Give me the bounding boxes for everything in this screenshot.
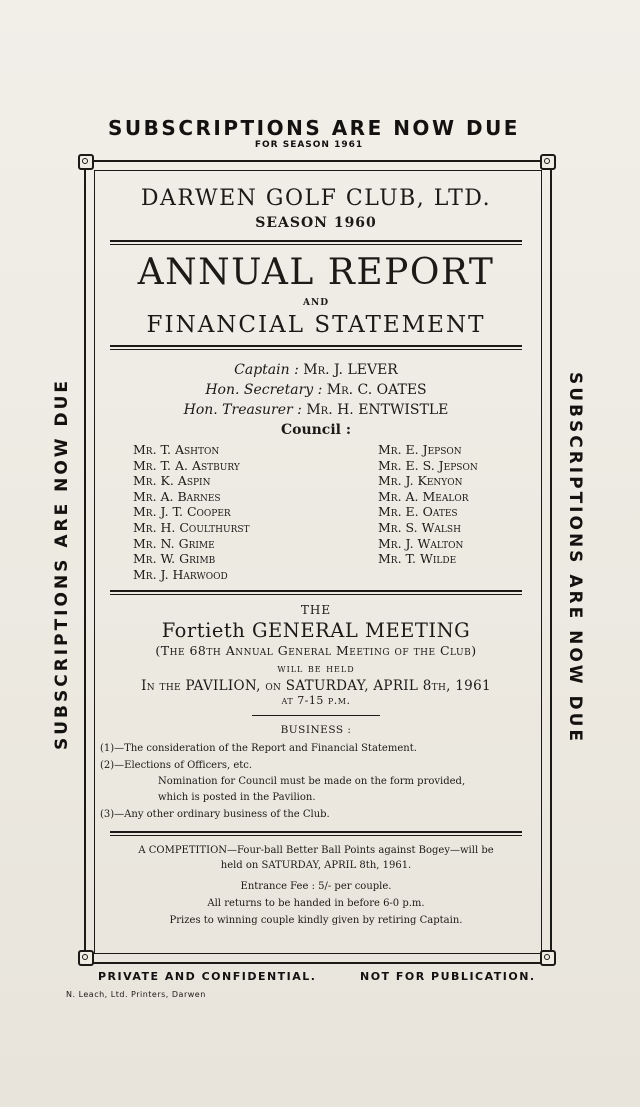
printer-credit: N. Leach, Ltd. Printers, Darwen bbox=[66, 990, 206, 999]
side-banner-left: SUBSCRIPTIONS ARE NOW DUE bbox=[52, 377, 72, 751]
officer-row bbox=[100, 360, 532, 380]
corner-ornament-icon bbox=[540, 950, 556, 966]
council-member: Mr. T. Wilde bbox=[378, 551, 457, 567]
officer-name: Mr. C. OATES bbox=[326, 382, 427, 398]
officer-row bbox=[100, 380, 532, 400]
competition-line: held on SATURDAY, APRIL 8th, 1961. bbox=[220, 859, 412, 871]
meeting-held: will be held bbox=[277, 662, 355, 676]
officer-title: Captain : bbox=[234, 362, 299, 378]
divider bbox=[110, 345, 522, 350]
council-member: Mr. J. T. Cooper bbox=[133, 504, 231, 520]
club-name: DARWEN GOLF CLUB, LTD. bbox=[140, 186, 492, 211]
page-title: ANNUAL REPORT bbox=[137, 252, 495, 293]
council-member: Mr. E. Jepson bbox=[378, 442, 462, 457]
council-member: Mr. J. Walton bbox=[378, 535, 464, 551]
council-member: Mr. W. Grimb bbox=[133, 551, 216, 567]
season-label: SEASON 1960 bbox=[255, 215, 377, 231]
business-heading: BUSINESS : bbox=[280, 724, 352, 737]
corner-ornament-icon bbox=[540, 154, 556, 170]
council-member: Mr. S. Walsh bbox=[378, 519, 461, 535]
council-member: Mr. J. Kenyon bbox=[378, 473, 463, 489]
corner-ornament-icon bbox=[78, 950, 94, 966]
competition-line: A COMPETITION—Four-ball Better Ball Points against Bogey—will be bbox=[138, 845, 494, 857]
council-member: Mr. E. Oates bbox=[378, 504, 458, 520]
footer-not-for-publication: NOT FOR PUBLICATION. bbox=[360, 970, 536, 983]
council-member: Mr. A. Barnes bbox=[133, 488, 221, 504]
council-member: Mr. K. Aspin bbox=[133, 473, 211, 489]
meeting-time: at 7-15 p.m. bbox=[281, 694, 351, 708]
business-list bbox=[100, 740, 532, 823]
council-column-left bbox=[133, 442, 378, 582]
business-item: (3)—Any other ordinary business of the Club. bbox=[100, 809, 330, 821]
divider bbox=[110, 831, 522, 836]
meeting-venue: In the PAVILION, on SATURDAY, APRIL 8th, 1961 bbox=[141, 678, 491, 695]
top-banner-season: FOR SEASON 1961 bbox=[254, 140, 364, 150]
meeting-subtitle: (The 68th Annual General Meeting of the Club) bbox=[155, 643, 477, 659]
corner-ornament-icon bbox=[78, 154, 94, 170]
and-label: AND bbox=[302, 298, 329, 308]
meeting-the: THE bbox=[300, 603, 332, 618]
returns-note: All returns to be handed in before 6-0 p.m. bbox=[207, 898, 425, 910]
short-divider bbox=[252, 715, 380, 716]
prizes-note: Prizes to winning couple kindly given by retiring Captain. bbox=[169, 915, 463, 927]
council-member: Mr. H. Coulthurst bbox=[133, 519, 250, 535]
officers-list bbox=[100, 360, 532, 420]
council-member: Mr. N. Grime bbox=[133, 535, 215, 551]
council-member: Mr. E. S. Jepson bbox=[378, 457, 478, 473]
divider bbox=[110, 590, 522, 595]
officer-title: Hon. Treasurer : bbox=[183, 402, 302, 418]
top-banner: SUBSCRIPTIONS ARE NOW DUE bbox=[108, 116, 520, 140]
competition-notice bbox=[100, 844, 532, 873]
officer-title: Hon. Secretary : bbox=[205, 382, 323, 398]
page-subtitle: FINANCIAL STATEMENT bbox=[146, 312, 486, 338]
side-banner-right: SUBSCRIPTIONS ARE NOW DUE bbox=[565, 371, 585, 745]
officer-name: Mr. H. ENTWISTLE bbox=[306, 402, 449, 418]
meeting-title: Fortieth GENERAL MEETING bbox=[161, 619, 471, 643]
competition-details bbox=[100, 878, 532, 929]
business-item: (2)—Elections of Officers, etc. bbox=[100, 760, 253, 772]
council-column-right bbox=[378, 442, 478, 582]
officer-row bbox=[100, 400, 532, 420]
officer-name: Mr. J. LEVER bbox=[303, 362, 398, 378]
council-member: Mr. T. A. Astbury bbox=[133, 457, 240, 473]
council-heading: Council : bbox=[280, 422, 352, 438]
council-members bbox=[100, 442, 532, 582]
council-member: Mr. A. Mealor bbox=[378, 488, 469, 504]
divider bbox=[110, 240, 522, 245]
business-note: which is posted in the Pavilion. bbox=[158, 792, 316, 804]
council-member: Mr. J. Harwood bbox=[133, 566, 228, 582]
council-member: Mr. T. Ashton bbox=[133, 442, 220, 457]
entrance-fee: Entrance Fee : 5/- per couple. bbox=[240, 881, 392, 893]
business-note: Nomination for Council must be made on the form provided, bbox=[158, 776, 466, 788]
footer-private: PRIVATE AND CONFIDENTIAL. bbox=[98, 970, 317, 983]
business-item: (1)—The consideration of the Report and Financial Statement. bbox=[100, 743, 417, 755]
report-content bbox=[100, 180, 532, 929]
